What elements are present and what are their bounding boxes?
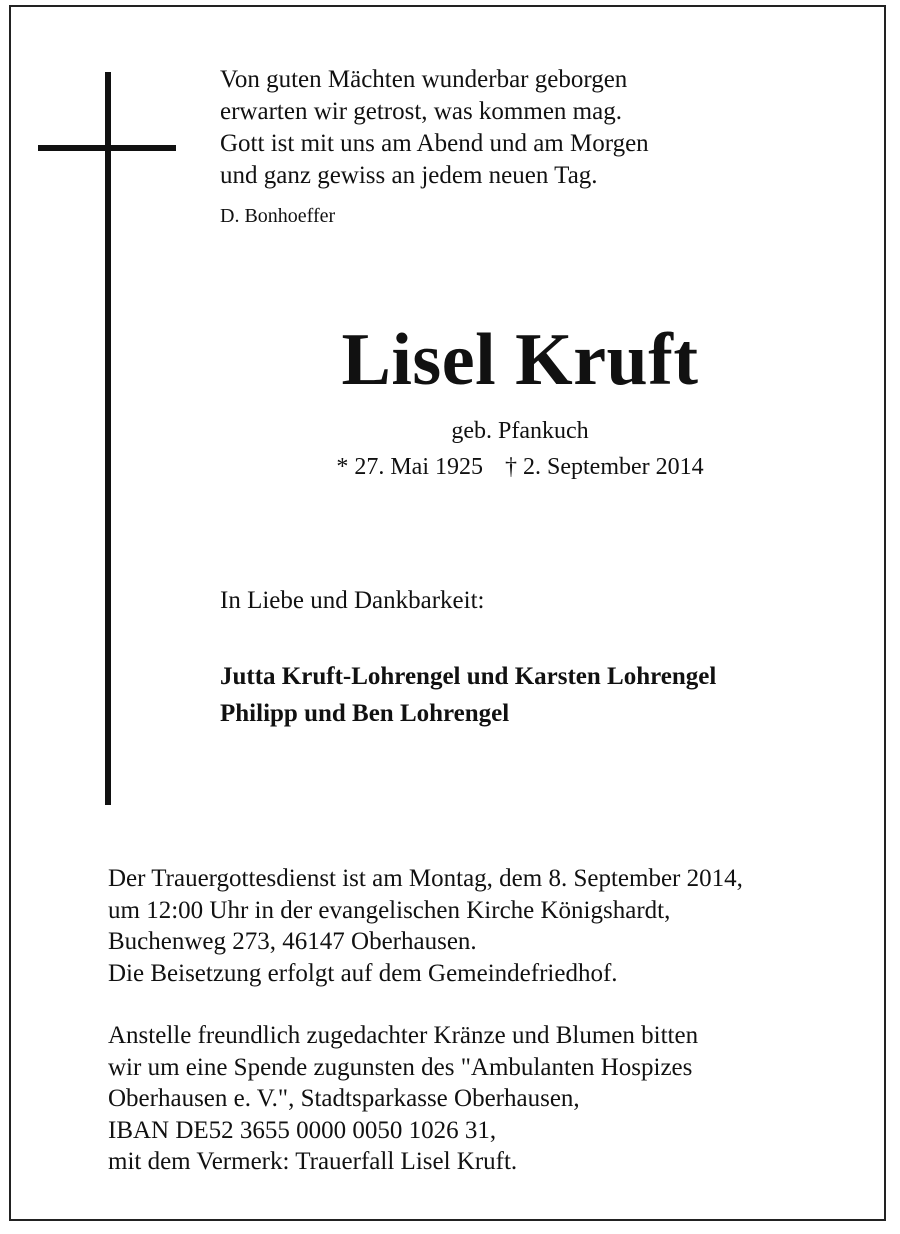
donation-line: mit dem Vermerk: Trauerfall Lisel Kruft. bbox=[108, 1148, 518, 1175]
service-line: um 12:00 Uhr in der evangelischen Kirche Königshardt, bbox=[108, 896, 671, 924]
cross-vertical-bar bbox=[105, 72, 111, 805]
mourners-list bbox=[220, 658, 716, 732]
death-date: † 2. September 2014 bbox=[505, 454, 704, 480]
maiden-name: geb. Pfankuch bbox=[451, 418, 589, 444]
deceased-name: Lisel Kruft bbox=[341, 319, 699, 401]
mourners-intro: In Liebe und Dankbarkeit: bbox=[220, 587, 485, 614]
poem-line: Von guten Mächten wunderbar geborgen bbox=[220, 66, 628, 93]
donation-line: wir um eine Spende zugunsten des "Ambulanten Hospizes bbox=[108, 1053, 693, 1081]
cross-horizontal-bar bbox=[38, 145, 176, 151]
mourner-line: Philipp und Ben Lohrengel bbox=[220, 700, 510, 727]
service-line: Die Beisetzung erfolgt auf dem Gemeindefriedhof. bbox=[108, 959, 618, 987]
poem-line: erwarten wir getrost, was kommen mag. bbox=[220, 98, 622, 125]
service-line: Buchenweg 273, 46147 Oberhausen. bbox=[108, 928, 477, 955]
service-line: Der Trauergottesdienst ist am Montag, dem 8. September 2014, bbox=[108, 865, 743, 892]
life-dates bbox=[220, 454, 820, 481]
birth-date: * 27. Mai 1925 bbox=[336, 454, 484, 480]
mourner-line: Jutta Kruft-Lohrengel und Karsten Lohrengel bbox=[220, 663, 717, 690]
poem bbox=[220, 64, 649, 192]
service-details bbox=[108, 863, 743, 989]
donation-request bbox=[108, 1020, 698, 1178]
donation-line: Anstelle freundlich zugedachter Kränze und Blumen bitten bbox=[108, 1022, 699, 1049]
poem-line: Gott ist mit uns am Abend und am Morgen bbox=[220, 130, 649, 157]
donation-line: IBAN DE52 3655 0000 0050 1026 31, bbox=[108, 1116, 497, 1144]
poem-line: und ganz gewiss an jedem neuen Tag. bbox=[220, 162, 598, 189]
donation-line: Oberhausen e. V.", Stadtsparkasse Oberhausen, bbox=[108, 1085, 580, 1112]
poem-author: D. Bonhoeffer bbox=[220, 205, 336, 227]
